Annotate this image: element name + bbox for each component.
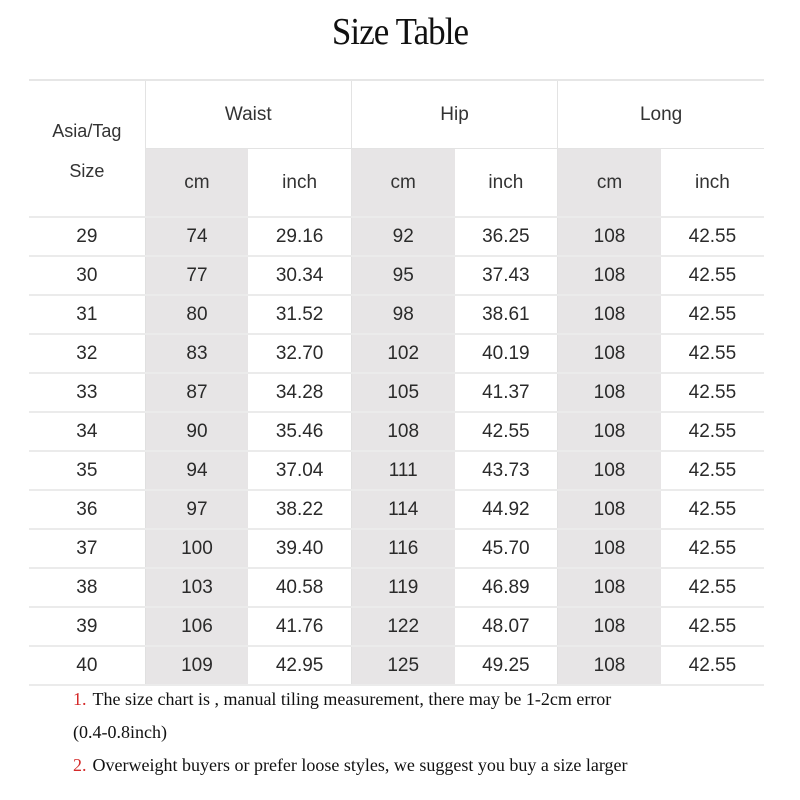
hip-cm-cell: 111: [351, 451, 454, 490]
hip-inch-cell: 42.55: [455, 412, 558, 451]
waist-group-header: Waist: [145, 80, 351, 149]
size-cell: 37: [29, 529, 145, 568]
hip-cm-cell: 122: [351, 607, 454, 646]
long-cm-cell: 108: [558, 256, 661, 295]
waist-inch-cell: 37.04: [248, 451, 351, 490]
size-column-header: [29, 80, 145, 217]
page-title: Size Table: [331, 11, 469, 53]
size-cell: 35: [29, 451, 145, 490]
long-cm-cell: 108: [558, 451, 661, 490]
waist-cm-cell: 97: [145, 490, 248, 529]
hip-inch-cell: 46.89: [455, 568, 558, 607]
hip-cm-cell: 105: [351, 373, 454, 412]
waist-inch-cell: 30.34: [248, 256, 351, 295]
long-cm-cell: 108: [558, 373, 661, 412]
hip-cm-header: cm: [351, 149, 454, 218]
hip-cm-cell: 92: [351, 217, 454, 256]
hip-cm-cell: 114: [351, 490, 454, 529]
hip-inch-cell: 37.43: [455, 256, 558, 295]
long-inch-cell: 42.55: [661, 490, 764, 529]
size-cell: 34: [29, 412, 145, 451]
table-row: [29, 334, 764, 373]
long-inch-cell: 42.55: [661, 256, 764, 295]
hip-inch-cell: 45.70: [455, 529, 558, 568]
footnote-number: 2.: [73, 755, 87, 775]
hip-inch-cell: 48.07: [455, 607, 558, 646]
waist-inch-cell: 40.58: [248, 568, 351, 607]
waist-inch-cell: 35.46: [248, 412, 351, 451]
size-table-body: [29, 217, 764, 685]
footnote-1-continuation: (0.4-0.8inch): [73, 722, 167, 742]
size-table: [29, 79, 764, 686]
long-inch-cell: 42.55: [661, 607, 764, 646]
waist-cm-cell: 74: [145, 217, 248, 256]
waist-cm-cell: 77: [145, 256, 248, 295]
waist-cm-cell: 94: [145, 451, 248, 490]
table-row: [29, 451, 764, 490]
table-row: [29, 568, 764, 607]
size-cell: 33: [29, 373, 145, 412]
size-cell: 38: [29, 568, 145, 607]
waist-inch-header: inch: [248, 149, 351, 218]
long-cm-cell: 108: [558, 217, 661, 256]
waist-cm-cell: 87: [145, 373, 248, 412]
waist-cm-cell: 103: [145, 568, 248, 607]
table-row: [29, 256, 764, 295]
hip-cm-cell: 119: [351, 568, 454, 607]
long-cm-cell: 108: [558, 607, 661, 646]
footnote-text: The size chart is , manual tiling measurement, there may be 1-2cm error: [92, 689, 612, 709]
long-inch-cell: 42.55: [661, 451, 764, 490]
hip-cm-cell: 102: [351, 334, 454, 373]
size-cell: 29: [29, 217, 145, 256]
waist-cm-header: cm: [145, 149, 248, 218]
waist-inch-cell: 32.70: [248, 334, 351, 373]
size-header-line1: Asia/Tag: [52, 120, 122, 141]
hip-inch-cell: 38.61: [455, 295, 558, 334]
size-cell: 39: [29, 607, 145, 646]
waist-inch-cell: 29.16: [248, 217, 351, 256]
hip-cm-cell: 95: [351, 256, 454, 295]
table-row: [29, 646, 764, 685]
waist-inch-cell: 34.28: [248, 373, 351, 412]
hip-cm-cell: 98: [351, 295, 454, 334]
long-cm-cell: 108: [558, 646, 661, 685]
long-inch-cell: 42.55: [661, 373, 764, 412]
waist-cm-cell: 83: [145, 334, 248, 373]
table-row: [29, 529, 764, 568]
hip-group-header: Hip: [351, 80, 557, 149]
table-row: [29, 373, 764, 412]
long-inch-cell: 42.55: [661, 568, 764, 607]
size-cell: 31: [29, 295, 145, 334]
long-inch-cell: 42.55: [661, 412, 764, 451]
hip-inch-cell: 44.92: [455, 490, 558, 529]
long-group-header: Long: [558, 80, 764, 149]
hip-inch-cell: 43.73: [455, 451, 558, 490]
long-inch-cell: 42.55: [661, 217, 764, 256]
hip-inch-cell: 36.25: [455, 217, 558, 256]
waist-inch-cell: 41.76: [248, 607, 351, 646]
long-cm-cell: 108: [558, 568, 661, 607]
hip-cm-cell: 116: [351, 529, 454, 568]
waist-inch-cell: 38.22: [248, 490, 351, 529]
waist-cm-cell: 90: [145, 412, 248, 451]
table-row: [29, 295, 764, 334]
long-inch-header: inch: [661, 149, 764, 218]
hip-inch-cell: 49.25: [455, 646, 558, 685]
table-row: [29, 412, 764, 451]
footnote-2: [73, 749, 793, 782]
hip-inch-cell: 40.19: [455, 334, 558, 373]
long-cm-cell: 108: [558, 334, 661, 373]
table-row: [29, 217, 764, 256]
waist-cm-cell: 106: [145, 607, 248, 646]
size-cell: 36: [29, 490, 145, 529]
size-cell: 40: [29, 646, 145, 685]
footnote-text: Overweight buyers or prefer loose styles, we suggest you buy a size larger: [92, 755, 628, 775]
long-cm-cell: 108: [558, 412, 661, 451]
waist-cm-cell: 100: [145, 529, 248, 568]
long-inch-cell: 42.55: [661, 295, 764, 334]
size-cell: 30: [29, 256, 145, 295]
size-cell: 32: [29, 334, 145, 373]
long-cm-cell: 108: [558, 295, 661, 334]
long-inch-cell: 42.55: [661, 334, 764, 373]
hip-inch-header: inch: [455, 149, 558, 218]
hip-cm-cell: 108: [351, 412, 454, 451]
waist-cm-cell: 80: [145, 295, 248, 334]
hip-cm-cell: 125: [351, 646, 454, 685]
long-cm-header: cm: [558, 149, 661, 218]
footnote-1: [73, 683, 793, 716]
waist-inch-cell: 42.95: [248, 646, 351, 685]
long-cm-cell: 108: [558, 490, 661, 529]
size-header-line2: Size: [69, 160, 105, 181]
table-row: [29, 607, 764, 646]
footnote-number: 1.: [73, 689, 87, 709]
long-cm-cell: 108: [558, 529, 661, 568]
long-inch-cell: 42.55: [661, 646, 764, 685]
waist-inch-cell: 39.40: [248, 529, 351, 568]
hip-inch-cell: 41.37: [455, 373, 558, 412]
waist-cm-cell: 109: [145, 646, 248, 685]
long-inch-cell: 42.55: [661, 529, 764, 568]
waist-inch-cell: 31.52: [248, 295, 351, 334]
footnotes: [73, 683, 793, 782]
table-row: [29, 490, 764, 529]
